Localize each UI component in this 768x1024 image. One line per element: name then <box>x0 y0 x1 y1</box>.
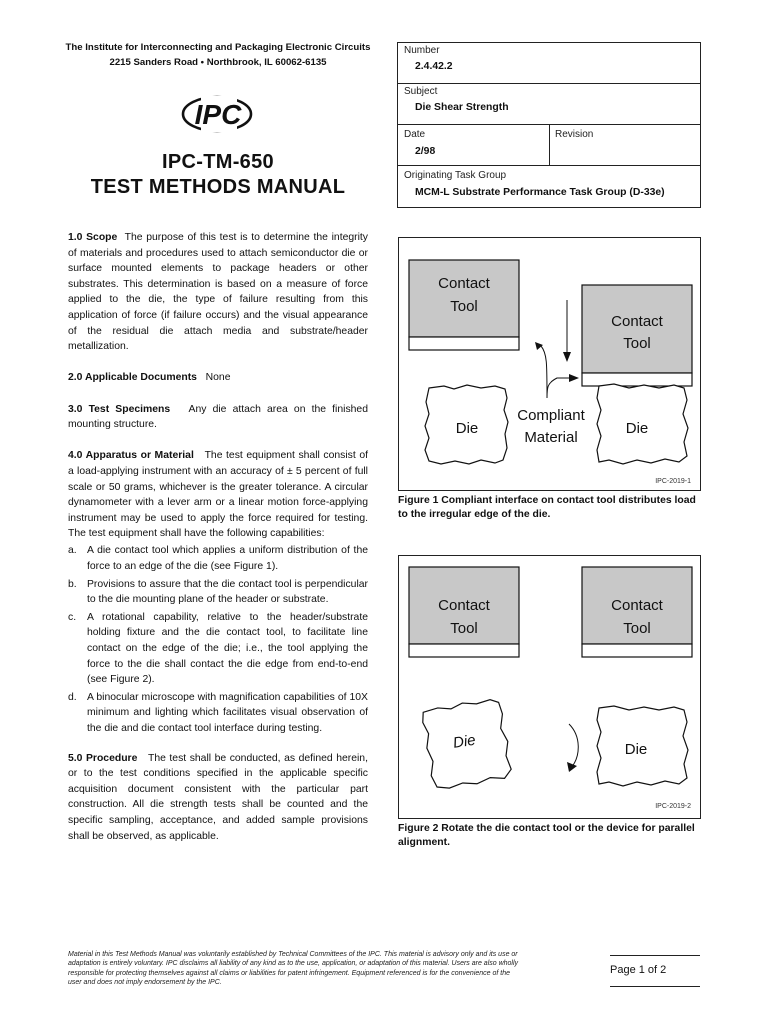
specimens-paragraph <box>68 402 368 433</box>
tool-left-label-2: Tool <box>450 620 478 637</box>
tool-left-label-1: Contact <box>438 275 490 292</box>
institute-name: The Institute for Interconnecting and Packaging Electronic Circuits <box>65 42 371 53</box>
die-left-label: Die <box>451 731 477 752</box>
ipc-logo <box>181 94 253 134</box>
date-row <box>398 125 700 166</box>
figure-2-code: IPC-2019-2 <box>655 803 691 810</box>
die-left-rotated <box>421 697 514 791</box>
figure-2 <box>398 555 701 819</box>
compliant-pad-left <box>409 644 519 657</box>
scope-text: The purpose of this test is to determine the integrity of materials and procedures used to attach semiconductor die or surface mounted elements to package headers or other substrates. This determination is based on a measure of force applied to the die, the type of failure resulting from this application of force (if failure occurs) and the visual appearance of the residual die attach media and substrate/header metallization. <box>68 232 368 353</box>
specimens-heading: 3.0 Test Specimens <box>68 403 171 415</box>
task-group-label: Originating Task Group <box>404 170 507 181</box>
document-info-box <box>397 42 701 208</box>
curved-arrow <box>547 378 571 398</box>
date-value: 2/98 <box>415 146 436 157</box>
manual-title <box>60 150 376 200</box>
subject-label: Subject <box>404 86 438 97</box>
documents-paragraph <box>68 370 368 386</box>
manual-name: TEST METHODS MANUAL <box>90 176 346 198</box>
number-value: 2.4.42.2 <box>415 61 453 72</box>
tool-left-label-1: Contact <box>438 597 490 614</box>
number-label: Number <box>404 45 440 56</box>
rotation-arrow <box>569 724 578 768</box>
figure-1 <box>398 237 701 491</box>
figure-1-code: IPC-2019-1 <box>655 478 691 485</box>
number-row <box>398 43 700 84</box>
page-number: Page 1 of 2 <box>610 955 700 987</box>
manual-number: IPC-TM-650 <box>162 151 274 173</box>
list-item: a. A die contact tool which applies a uniform distribution of the force to an edge of the die (see Figure 1). <box>68 545 368 573</box>
revision-label: Revision <box>555 129 594 140</box>
documents-heading: 2.0 Applicable Documents <box>68 372 197 384</box>
procedure-paragraph <box>68 751 368 845</box>
subject-value: Die Shear Strength <box>415 102 509 113</box>
ipc-logo-text: IPC <box>194 99 242 130</box>
scope-heading: 1.0 Scope <box>68 232 118 243</box>
tool-left-label-2: Tool <box>450 298 478 315</box>
date-label: Date <box>404 129 426 140</box>
subject-row <box>398 84 700 125</box>
material-label-1: Compliant <box>517 407 585 424</box>
capabilities-list <box>68 543 368 736</box>
task-group-row <box>398 166 700 207</box>
procedure-heading: 5.0 Procedure <box>68 752 138 764</box>
material-label-2: Material <box>524 429 578 446</box>
institute-header <box>60 40 376 70</box>
apparatus-paragraph <box>68 448 368 542</box>
scope-paragraph <box>68 230 368 355</box>
tool-right-label-1: Contact <box>611 597 663 614</box>
tool-right-label-1: Contact <box>611 313 663 330</box>
tool-right-label-2: Tool <box>623 335 651 352</box>
procedure-text: The test shall be conducted, as defined herein, or to the test conditions specified in the applicable specific acquisition document consistent with the particular part construction. All die strength tests shall be counted and the specific sampling, acceptance, and added sample provisions shall be observed, as applicable. <box>68 752 368 842</box>
list-item: c. A rotational capability, relative to the header/substrate holding fixture and the die contact tool, to facilitate line contact on the edge of the die; i.e., the tool applying the force to the die shall contact the die edge from end-to-end (see Figure 2). <box>68 611 368 686</box>
apparatus-text: The test equipment shall consist of a load-applying instrument with an accuracy of ± 5 percent of full scale or 50 grams, whichever is the greater tolerance. A circular dynamometer with a lever arm or a linear motion force-applying instrument may be used to apply the force required for testing. The test equipment shall have the following capabilities: <box>68 450 368 540</box>
compliant-pad-right <box>582 644 692 657</box>
institute-address: 2215 Sanders Road • Northbrook, IL 60062-6135 <box>109 57 327 68</box>
list-item: b. Provisions to assure that the die contact tool is perpendicular to the die mounting plane of the header or substrate. <box>68 578 368 606</box>
documents-text: None <box>205 372 231 384</box>
die-right-label: Die <box>624 741 648 758</box>
apparatus-heading: 4.0 Apparatus or Material <box>68 450 194 462</box>
disclaimer: Material in this Test Methods Manual was voluntarily established by Technical Committees of the IPC. This material is advisory only and its use or adaptation is entirely voluntary. IPC disclaims all liability of any kind as to the use, application, or adaptation of this material. Users are also wholly responsible for protecting themselves against all claims or liabilities for patent infringement. Equipment referenced is for the convenience of the user and does not imply endorsement by the IPC. <box>68 951 519 987</box>
die-right-label: Die <box>625 420 649 437</box>
task-group-value: MCM-L Substrate Performance Task Group (D-33e) <box>415 187 665 198</box>
list-item: d. A binocular microscope with magnification capabilities of 10X minimum and lighting which facilitates visual observation of the die and die contact tool interface during testing. <box>68 691 368 734</box>
figure-1-caption: Figure 1 Compliant interface on contact tool distributes load to the irregular edge of the die. <box>398 495 696 520</box>
figure-2-caption: Figure 2 Rotate the die contact tool or the device for parallel alignment. <box>398 823 695 848</box>
compliant-pad-right <box>582 373 692 386</box>
tool-right-label-2: Tool <box>623 620 651 637</box>
specimens-text: Any die attach area on the finished mounting structure. <box>68 403 368 431</box>
compliant-pad-left <box>409 337 519 350</box>
body-text <box>68 230 368 860</box>
die-left-label: Die <box>455 420 479 437</box>
